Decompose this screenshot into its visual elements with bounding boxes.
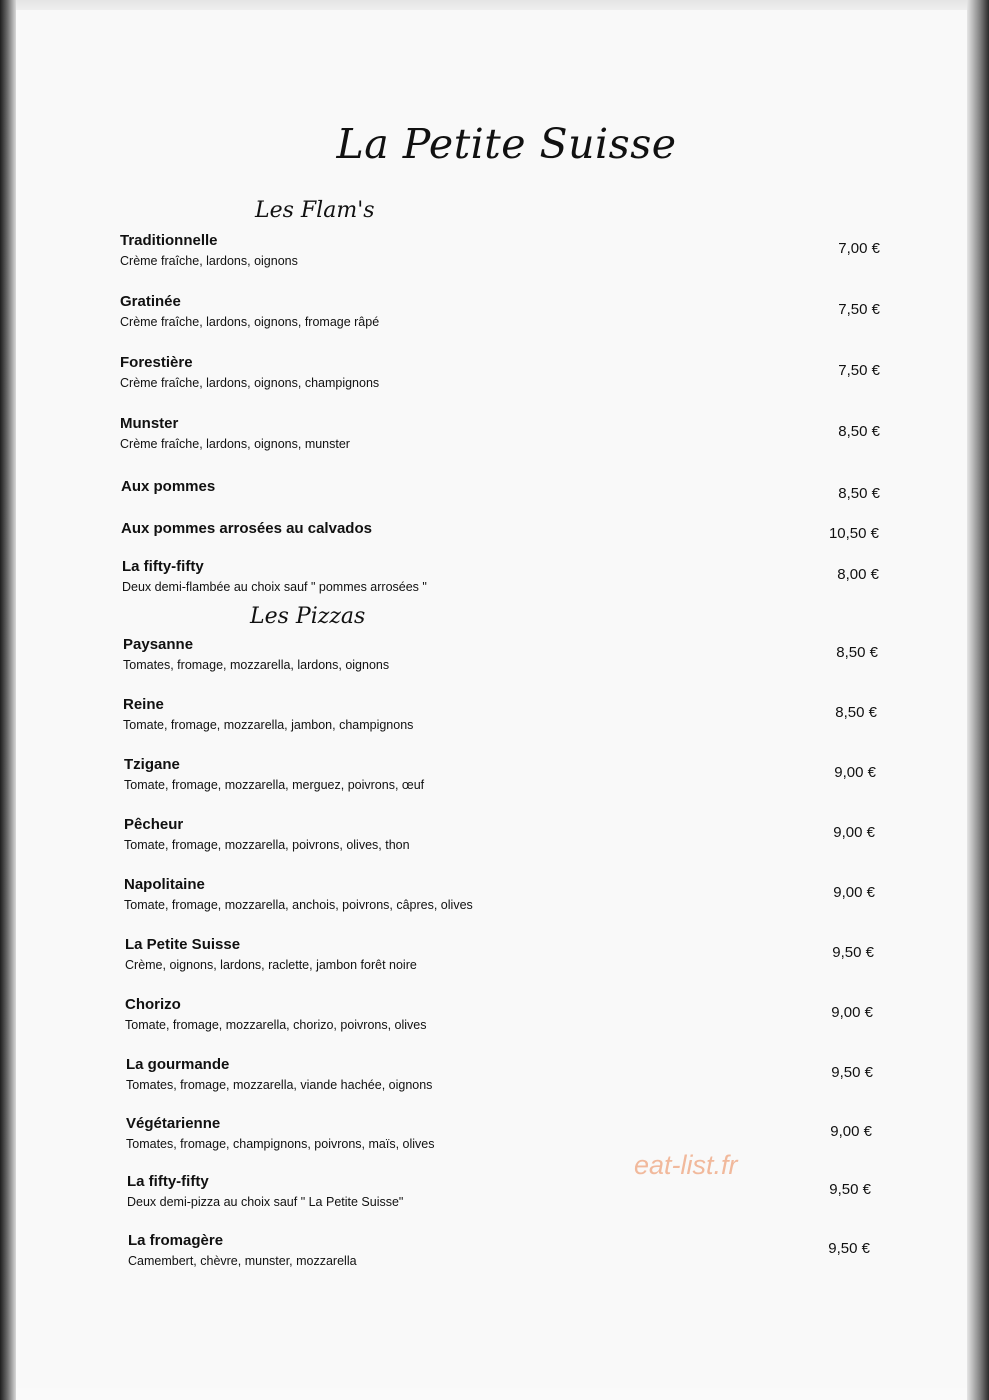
item-description: Tomate, fromage, mozzarella, anchois, poivrons, câpres, olives [124,898,473,912]
item-description: Crème fraîche, lardons, oignons, champignons [120,376,380,390]
menu-item [127,1173,871,1223]
menu-item [124,816,875,866]
item-name: Aux pommes [121,478,216,495]
item-name: Gratinée [120,293,181,310]
menu-item [124,876,875,926]
item-price: 8,50 € [838,423,880,440]
menu-item [120,415,880,465]
item-description: Deux demi-flambée au choix sauf " pommes arrosées " [122,580,427,594]
item-name: La gourmande [126,1056,230,1073]
menu-item [120,354,880,404]
item-description: Tomates, fromage, champignons, poivrons, maïs, olives [126,1137,435,1151]
item-name: La fifty-fifty [122,558,204,575]
menu-item [126,1115,872,1165]
menu-item [120,293,880,343]
item-name: Végétarienne [126,1115,221,1132]
item-price: 8,50 € [835,704,877,721]
item-name: La Petite Suisse [125,936,241,953]
item-name: Paysanne [123,636,194,653]
menu-item [128,1232,870,1282]
restaurant-title: La Petite Suisse [336,120,677,168]
item-price: 8,50 € [838,485,880,502]
item-name: La fifty-fifty [127,1173,209,1190]
item-price: 9,50 € [832,944,874,961]
item-description: Tomate, fromage, mozzarella, chorizo, poivrons, olives [125,1018,427,1032]
item-description: Tomate, fromage, mozzarella, poivrons, olives, thon [124,838,410,852]
menu-item [120,232,880,282]
item-price: 7,50 € [838,362,880,379]
item-name: Napolitaine [124,876,205,893]
item-price: 8,00 € [837,566,879,583]
menu-item [123,636,878,686]
section-title-pizzas: Les Pizzas [250,604,366,629]
scan-edge-left [0,0,16,1400]
section-title-flams: Les Flam's [255,198,375,223]
item-price: 9,00 € [831,1004,873,1021]
item-name: Forestière [120,354,193,371]
menu-item [123,696,877,746]
item-description: Tomates, fromage, mozzarella, viande hachée, oignons [126,1078,433,1092]
watermark-text: eat-list.fr [634,1150,738,1180]
item-price: 9,50 € [829,1181,871,1198]
item-name: Pêcheur [124,816,184,833]
item-description: Crème, oignons, lardons, raclette, jambon forêt noire [125,958,417,972]
item-name: La fromagère [128,1232,224,1249]
item-price: 9,00 € [830,1123,872,1140]
item-description: Deux demi-pizza au choix sauf " La Petite Suisse" [127,1195,404,1209]
item-description: Camembert, chèvre, munster, mozzarella [128,1254,357,1268]
item-price: 9,00 € [834,764,876,781]
item-price: 9,00 € [833,884,875,901]
item-description: Tomate, fromage, mozzarella, jambon, champignons [123,718,414,732]
item-price: 9,50 € [828,1240,870,1257]
item-name: Tzigane [124,756,180,773]
menu-item [126,1056,873,1106]
menu-item [122,558,879,608]
item-description: Crème fraîche, lardons, oignons, munster [120,437,350,451]
item-price: 7,00 € [838,240,880,257]
item-description: Tomates, fromage, mozzarella, lardons, oignons [123,658,390,672]
item-price: 8,50 € [836,644,878,661]
item-price: 9,00 € [833,824,875,841]
item-description: Crème fraîche, lardons, oignons, fromage râpé [120,315,380,329]
item-description: Tomate, fromage, mozzarella, merguez, poivrons, œuf [124,778,425,792]
item-name: Reine [123,696,164,713]
item-price: 7,50 € [838,301,880,318]
menu-item [125,996,873,1046]
scan-edge-right [967,0,989,1400]
item-name: Munster [120,415,179,432]
item-name: Traditionnelle [120,232,218,249]
item-price: 9,50 € [831,1064,873,1081]
item-description: Crème fraîche, lardons, oignons [120,254,298,268]
menu-item [125,936,874,986]
item-name: Aux pommes arrosées au calvados [121,520,372,537]
item-price: 10,50 € [828,525,879,542]
item-name: Chorizo [125,996,181,1013]
menu-item [124,756,876,806]
